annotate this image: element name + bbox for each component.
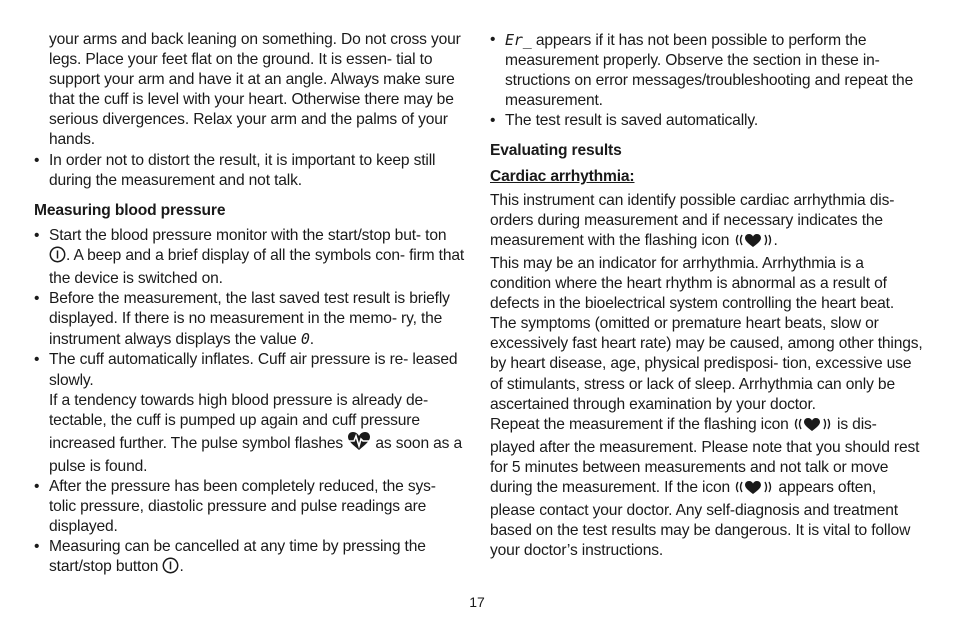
pulse-heart-icon	[347, 431, 371, 457]
power-button-icon	[162, 557, 179, 580]
arrhythmia-paragraph-3: Repeat the measurement if the flashing icon is dis- played after the measurement. Please note that you should rest for 5 minutes between measurements and not talk or move during the measurement. If the icon appears often, please contact your doctor. Any self-diagnosis and treatment based on the test results may be dangerous. It is vital to follow your doctor’s instructions.	[490, 415, 920, 560]
arrhythmia-heart-icon	[734, 479, 774, 501]
list-item: • Start the blood pressure monitor with the start/stop but- ton . A beep and a brief display of all the symbols con- firm that the device is switched on.	[34, 226, 466, 289]
right-column	[490, 30, 924, 561]
intro-paragraph: your arms and back leaning on something. Do not cross your legs. Place your feet flat on the ground. It is essen- tial to support your arm and have it at an angle. Always make sure that the cuff is level with your heart. Otherwise there may be serious divergences. Relax your arm and the palms of your hands.	[49, 31, 461, 149]
list-item: • Before the measurement, the last saved test result is briefly displayed. If there is no measurement in the memo- ry, the instrument always displays the value 0.	[34, 289, 466, 350]
list-item: • The cuff automatically inflates. Cuff air pressure is re- leased slowly. If a tendency towards high blood pressure is already de- tectable, the cuff is pumped up again and cuff pressure increased further. The pulse symbol flashes as soon as a pulse is found.	[34, 350, 466, 477]
subheading-arrhythmia: Cardiac arrhythmia:	[490, 167, 635, 185]
display-value: 0	[300, 330, 310, 349]
keep-still-list	[34, 151, 466, 191]
page-number: 17	[469, 594, 485, 610]
list-item: • In order not to distort the result, it is important to keep still during the measurement and not talk.	[34, 151, 466, 191]
arrhythmia-heart-icon	[793, 416, 833, 438]
power-button-icon	[49, 246, 66, 269]
arrhythmia-paragraph-1: This instrument can identify possible cardiac arrhythmia dis- orders during measurement and if necessary indicates the measurement with the flashing icon .	[490, 191, 924, 254]
arrhythmia-heart-icon	[734, 232, 774, 254]
list-item: • The test result is saved automatically.	[490, 111, 924, 131]
list-item: • Measuring can be cancelled at any time by pressing the start/stop button .	[34, 537, 466, 580]
list-item: • Er_ appears if it has not been possible to perform the measurement properly. Observe the section in these in- structions on error messages/troubleshooting and repeat the measurement.	[490, 30, 924, 111]
list-item: • After the pressure has been completely reduced, the sys- tolic pressure, diastolic pressure and pulse readings are displayed.	[34, 477, 466, 537]
error-code: Er_	[505, 31, 532, 49]
section-heading-measuring: Measuring blood pressure	[34, 201, 226, 219]
left-column	[34, 30, 466, 580]
section-heading-evaluating: Evaluating results	[490, 142, 622, 160]
result-notes-list	[490, 30, 924, 131]
measuring-steps-list	[34, 226, 466, 581]
arrhythmia-paragraph-2: This may be an indicator for arrhythmia. Arrhythmia is a condition where the heart rhythm is abnormal as a result of defects in the bioelectrical system controlling the heart beat. The symptoms (omitted or premature heart beats, slow or excessively fast heart rate) may be caused, among other things, by heart disease, age, physical predisposi- tion, excessive use of stimulants, stress or lack of sleep. Arrhythmia can only be ascertained through examination by your doctor.	[490, 254, 923, 413]
